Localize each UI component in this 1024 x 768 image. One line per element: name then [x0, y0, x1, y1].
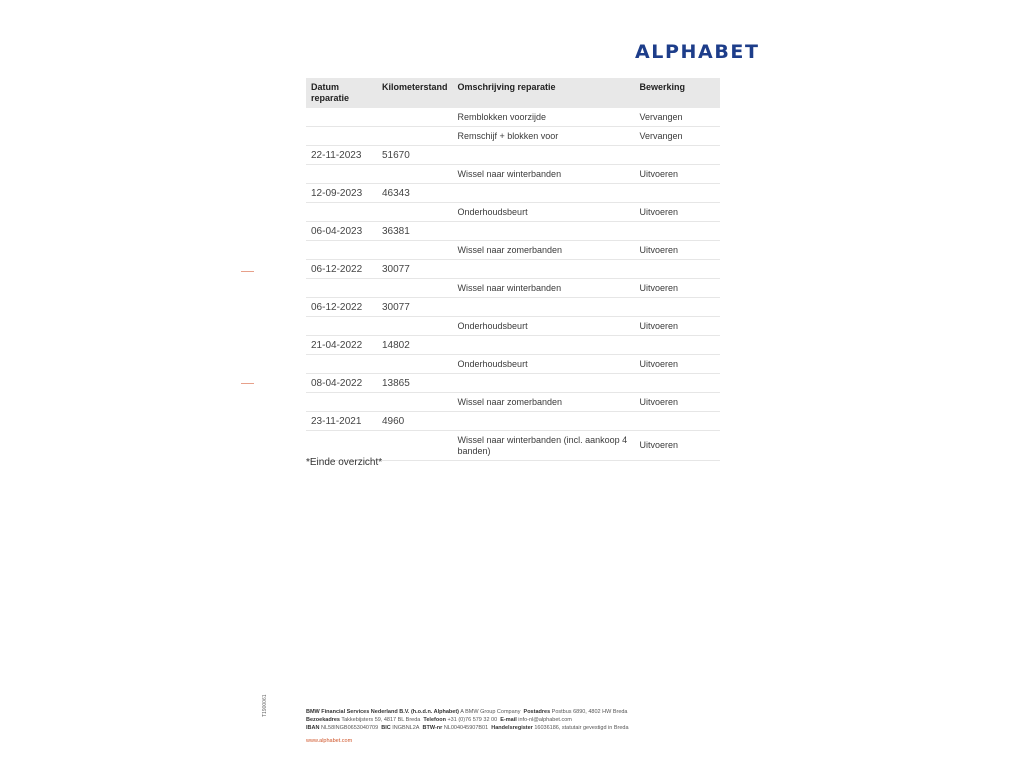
cell-action: Uitvoeren [635, 203, 720, 222]
table-row [306, 355, 720, 374]
table-row [306, 317, 720, 336]
cell-km [377, 393, 453, 412]
header-km: Kilometerstand [377, 78, 453, 108]
cell-action: Uitvoeren [635, 241, 720, 260]
table-row [306, 146, 720, 165]
table-row [306, 184, 720, 203]
header-description: Omschrijving reparatie [453, 78, 635, 108]
cell-description [453, 222, 635, 241]
footer-visit-label: Bezoekadres [306, 717, 340, 723]
cell-km: 14802 [377, 336, 453, 355]
cell-action: Uitvoeren [635, 279, 720, 298]
fold-mark [241, 271, 254, 272]
cell-description [453, 184, 635, 203]
table-body [306, 108, 720, 461]
cell-date [306, 165, 377, 184]
table-row [306, 165, 720, 184]
footer-line-3 [306, 724, 629, 732]
cell-date [306, 393, 377, 412]
cell-description: Onderhoudsbeurt [453, 203, 635, 222]
document-code: T1900061 [262, 694, 268, 717]
cell-description: Wissel naar winterbanden [453, 165, 635, 184]
cell-action: Vervangen [635, 108, 720, 127]
table-row [306, 279, 720, 298]
cell-km: 30077 [377, 298, 453, 317]
cell-km: 46343 [377, 184, 453, 203]
table-row [306, 127, 720, 146]
table-row [306, 336, 720, 355]
cell-date: 12-09-2023 [306, 184, 377, 203]
cell-description [453, 336, 635, 355]
table-row [306, 298, 720, 317]
cell-description: Wissel naar zomerbanden [453, 241, 635, 260]
footer-registry-text: 16036186, statutair gevestigd in Breda [534, 725, 629, 731]
cell-action: Uitvoeren [635, 431, 720, 461]
cell-km [377, 108, 453, 127]
table-row [306, 222, 720, 241]
cell-description: Wissel naar winterbanden [453, 279, 635, 298]
cell-action [635, 222, 720, 241]
cell-date: 21-04-2022 [306, 336, 377, 355]
end-of-overview-note: *Einde overzicht* [306, 457, 383, 468]
footer-company-text: A BMW Group Company [460, 709, 521, 715]
cell-date [306, 355, 377, 374]
cell-action [635, 146, 720, 165]
cell-action [635, 336, 720, 355]
cell-date [306, 431, 377, 461]
table-row [306, 241, 720, 260]
header-date: Datum reparatie [306, 78, 377, 108]
table-row [306, 203, 720, 222]
footer-phone-label: Telefoon [423, 717, 446, 723]
footer-vat-text: NL004045907B01 [443, 725, 489, 731]
footer-phone-text: +31 (0)76 579 32 00 [447, 717, 498, 723]
cell-description [453, 260, 635, 279]
footer-email-text: info-nl@alphabet.com [518, 717, 572, 723]
cell-km [377, 317, 453, 336]
cell-description: Wissel naar zomerbanden [453, 393, 635, 412]
footer-visit-text: Takkebijsters 59, 4817 BL Breda [341, 717, 421, 723]
repair-history-table [306, 78, 720, 461]
footer-line-2 [306, 716, 629, 724]
cell-action: Uitvoeren [635, 355, 720, 374]
footer-website-link[interactable]: www.alphabet.com [306, 738, 353, 744]
cell-km [377, 431, 453, 461]
cell-action: Vervangen [635, 127, 720, 146]
cell-km: 30077 [377, 260, 453, 279]
cell-description: Wissel naar winterbanden (incl. aankoop 4 banden) [453, 431, 635, 461]
table-row [306, 412, 720, 431]
cell-date [306, 279, 377, 298]
cell-km: 4960 [377, 412, 453, 431]
footer-bic-text: INGBNL2A [392, 725, 420, 731]
footer-iban-label: IBAN [306, 725, 320, 731]
footer-iban-text: NL58INGB0653040709 [320, 725, 379, 731]
cell-km [377, 355, 453, 374]
footer-postal-label: Postadres [523, 709, 551, 715]
cell-date: 22-11-2023 [306, 146, 377, 165]
cell-action [635, 298, 720, 317]
cell-description [453, 146, 635, 165]
table-header-row [306, 78, 720, 108]
cell-date [306, 317, 377, 336]
cell-description [453, 412, 635, 431]
cell-action [635, 260, 720, 279]
cell-km: 13865 [377, 374, 453, 393]
cell-action [635, 412, 720, 431]
footer-vat-label: BTW-nr [422, 725, 443, 731]
cell-km: 36381 [377, 222, 453, 241]
table-row [306, 108, 720, 127]
table-row [306, 260, 720, 279]
cell-description: Onderhoudsbeurt [453, 355, 635, 374]
cell-date: 23-11-2021 [306, 412, 377, 431]
cell-action: Uitvoeren [635, 317, 720, 336]
cell-date: 06-12-2022 [306, 298, 377, 317]
cell-date: 08-04-2022 [306, 374, 377, 393]
cell-action [635, 184, 720, 203]
cell-date [306, 203, 377, 222]
cell-description [453, 298, 635, 317]
footer-line-1 [306, 708, 629, 716]
cell-date: 06-12-2022 [306, 260, 377, 279]
cell-km [377, 127, 453, 146]
cell-description [453, 374, 635, 393]
cell-km [377, 165, 453, 184]
table-row [306, 374, 720, 393]
footer-postal-text: Postbus 6890, 4802 HW Breda [551, 709, 628, 715]
cell-km: 51670 [377, 146, 453, 165]
footer-registry-label: Handelsregister [491, 725, 533, 731]
footer [306, 708, 629, 745]
footer-bic-label: BIC [381, 725, 391, 731]
cell-description: Remblokken voorzijde [453, 108, 635, 127]
alphabet-logo: ALPHABET [635, 41, 760, 63]
cell-km [377, 241, 453, 260]
cell-date [306, 127, 377, 146]
footer-email-label: E-mail [500, 717, 517, 723]
cell-date [306, 108, 377, 127]
cell-description: Remschijf + blokken voor [453, 127, 635, 146]
cell-action: Uitvoeren [635, 165, 720, 184]
cell-km [377, 279, 453, 298]
cell-action: Uitvoeren [635, 393, 720, 412]
table-row [306, 393, 720, 412]
header-action: Bewerking [635, 78, 720, 108]
cell-description: Onderhoudsbeurt [453, 317, 635, 336]
footer-company-label: BMW Financial Services Nederland B.V. (h.o.d.n. Alphabet) [306, 709, 460, 715]
cell-date [306, 241, 377, 260]
cell-date: 06-04-2023 [306, 222, 377, 241]
table-row [306, 431, 720, 461]
cell-action [635, 374, 720, 393]
fold-mark [241, 383, 254, 384]
cell-km [377, 203, 453, 222]
